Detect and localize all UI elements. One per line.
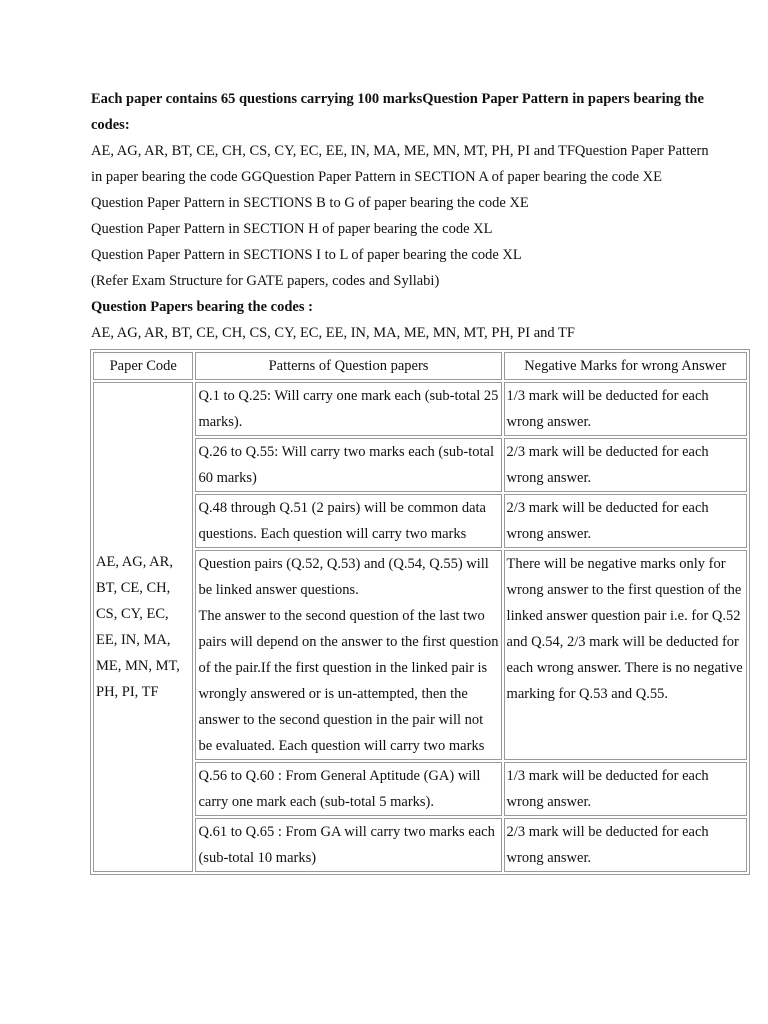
paper-code-cell: AE, AG, AR, BT, CE, CH, CS, CY, EC, EE, IN, MA, ME, MN, MT, PH, PI, TF (93, 382, 193, 872)
intro-line: Question Paper Pattern in SECTION H of paper bearing the code XL (91, 221, 493, 237)
negative-cell: 2/3 mark will be deducted for each wrong answer. (504, 494, 747, 548)
pattern-cell: Q.48 through Q.51 (2 pairs) will be common data questions. Each question will carry two marks (195, 494, 501, 548)
pattern-cell (195, 550, 501, 760)
codes-line: AE, AG, AR, BT, CE, CH, CS, CY, EC, EE, IN, MA, ME, MN, MT, PH, PI and TF (91, 325, 575, 341)
intro-heading: Each paper contains 65 questions carrying 100 marksQuestion Paper Pattern in papers bearing the (91, 91, 704, 107)
pattern-text: Question pairs (Q.52, Q.53) and (Q.54, Q.55) will be linked answer questions. (198, 556, 489, 598)
intro-line: Question Paper Pattern in SECTIONS I to L of paper bearing the code XL (91, 247, 522, 263)
pattern-cell: Q.56 to Q.60 : From General Aptitude (GA) will carry one mark each (sub-total 5 marks). (195, 762, 501, 816)
negative-cell: 1/3 mark will be deducted for each wrong answer. (504, 382, 747, 436)
header-paper-code: Paper Code (93, 352, 193, 380)
header-patterns: Patterns of Question papers (195, 352, 501, 380)
negative-cell: 2/3 mark will be deducted for each wrong answer. (504, 438, 747, 492)
intro-line: in paper bearing the code GGQuestion Paper Pattern in SECTION A of paper bearing the code XE (91, 169, 662, 185)
intro-heading-continued: codes: (91, 117, 130, 133)
intro-line: Question Paper Pattern in SECTIONS B to G of paper bearing the code XE (91, 195, 529, 211)
question-pattern-table (90, 349, 750, 875)
negative-cell: 2/3 mark will be deducted for each wrong answer. (504, 818, 747, 872)
document-body (91, 86, 751, 346)
negative-cell: 1/3 mark will be deducted for each wrong answer. (504, 762, 747, 816)
pattern-cell: Q.61 to Q.65 : From GA will carry two marks each (sub-total 10 marks) (195, 818, 501, 872)
pattern-cell: Q.26 to Q.55: Will carry two marks each (sub-total 60 marks) (195, 438, 501, 492)
pattern-text-extra: The answer to the second question of the last two pairs will depend on the answer to the first question of the pair.If the first question in the linked pair is wrongly answered or is un-attempted, then the answer to the second question in the pair will not be evaluated. Each question will carry two marks (198, 608, 499, 754)
intro-line: AE, AG, AR, BT, CE, CH, CS, CY, EC, EE, IN, MA, ME, MN, MT, PH, PI and TFQuestion Paper Pattern (91, 143, 709, 159)
table-header-row (93, 352, 747, 380)
pattern-cell: Q.1 to Q.25: Will carry one mark each (sub-total 25 marks). (195, 382, 501, 436)
header-negative-marks: Negative Marks for wrong Answer (504, 352, 747, 380)
table-row (93, 382, 747, 436)
intro-line: (Refer Exam Structure for GATE papers, codes and Syllabi) (91, 273, 440, 289)
negative-cell: There will be negative marks only for wrong answer to the first question of the linked answer question pair i.e. for Q.52 and Q.54, 2/3 mark will be deducted for each wrong answer. There is no negative marking for Q.53 and Q.55. (504, 550, 747, 760)
codes-subheading: Question Papers bearing the codes : (91, 299, 313, 315)
